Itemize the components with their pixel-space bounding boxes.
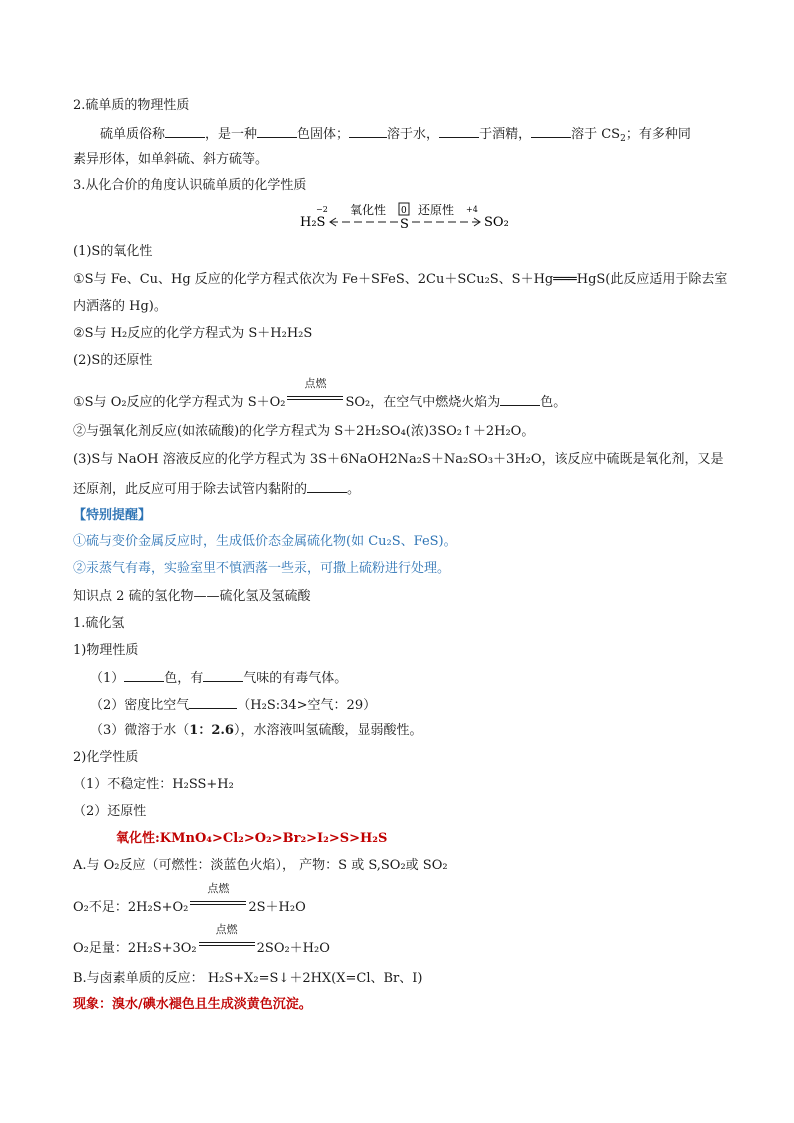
text: （3）微溶于水（: [90, 723, 190, 738]
blank: [189, 695, 237, 709]
text: 硫单质俗称: [100, 127, 166, 142]
text: ；有多种同: [625, 127, 691, 142]
s-h2so4-reaction: ②与强氧化剂反应(如浓硫酸)的化学方程式为 S＋2H₂SO₄(浓)3SO₂↑＋2H₂O。: [73, 424, 535, 439]
s-metal-reactions: ①S与 Fe、Cu、Hg 反应的化学方程式依次为 Fe＋SFeS、2Cu＋SCu₂S、S＋Hg═══HgS(此反应适用于除去室: [73, 272, 728, 287]
text: 还原剂，此反应可用于除去试管内黏附的: [73, 482, 308, 497]
oxidation-label: 氧化性: [350, 203, 387, 217]
blank: [165, 124, 205, 138]
oxidizing-heading: (1)S的氧化性: [73, 244, 153, 259]
condition-label: 点燃: [207, 882, 230, 895]
text: O₂不足：2H₂S+O₂: [73, 900, 189, 915]
text: 色。: [540, 395, 567, 410]
text: 2S＋H₂O: [248, 900, 306, 915]
knowledge-point-2-heading: 知识点 2 硫的氢化物——硫化氢及氢硫酸: [73, 589, 311, 604]
blank: [531, 124, 571, 138]
blank: [439, 124, 479, 138]
blank: [257, 124, 297, 138]
blank: [124, 668, 164, 682]
text: 溶于 CS: [571, 127, 621, 142]
physical-properties-line: 硫单质俗称 ，是一种 色固体； 溶于水， 于酒精， 溶于 $CS_2$；有多种同: [100, 124, 691, 144]
reducing-heading: (2)S的还原性: [73, 353, 153, 368]
s-label: S: [400, 217, 409, 232]
valence-arrow-figure: [280, 200, 520, 236]
ratio: 1：2.6: [189, 723, 234, 738]
valence-diagram: [0, 200, 794, 240]
ignition-arrow: [285, 377, 345, 406]
o2-insufficient: [73, 882, 306, 917]
h2s-color-odor: [90, 668, 347, 688]
h2s-heading: 1.硫化氢: [73, 616, 125, 631]
text: O₂足量：2H₂S+3O₂: [73, 941, 197, 956]
condition-label: 点燃: [215, 923, 238, 936]
allotropes-line: 素异形体，如单斜硫、斜方硫等。: [73, 152, 269, 167]
text: ①S与 O₂反应的化学方程式为 S＋O₂: [73, 395, 286, 410]
s-naoh-use: [73, 479, 360, 499]
reduction-label: 还原性: [418, 203, 455, 217]
ignition-arrow: [188, 882, 248, 911]
text: 。: [347, 482, 361, 497]
text: （H₂S:34>空气：29）: [237, 698, 377, 713]
phenomenon-note: 现象：溴水/碘水褪色且生成淡黄色沉淀。: [73, 997, 312, 1012]
s-o2-reaction: [73, 377, 567, 412]
ignition-arrow: [197, 923, 257, 952]
h2s-physical-heading: 1)物理性质: [73, 643, 139, 658]
h2s-valence: −2: [316, 205, 328, 214]
blank: [307, 479, 347, 493]
text: 于酒精，: [479, 127, 532, 142]
condition-label: 点燃: [304, 377, 327, 390]
text: （1）: [90, 671, 125, 686]
h2s-instability: （1）不稳定性：H₂SS+H₂: [73, 777, 234, 792]
h2s-label: H₂S: [300, 215, 326, 230]
section-heading-chemical-properties: 3.从化合价的角度认识硫单质的化学性质: [73, 178, 307, 193]
special-reminder-heading: 【特别提醒】: [73, 508, 152, 523]
blank: [203, 668, 243, 682]
text: （2）密度比空气: [90, 698, 190, 713]
text: SO₂，在空气中燃烧火焰为: [345, 395, 501, 410]
text: 气味的有毒气体。: [243, 671, 348, 686]
so2-valence: +4: [466, 205, 478, 214]
o2-sufficient: [73, 923, 330, 958]
oxidizing-order: 氧化性:KMnO₄>Cl₂>O₂>Br₂>I₂>S>H₂S: [116, 831, 388, 846]
reminder-2: ②汞蒸气有毒，实验室里不慎洒落一些汞，可撒上硫粉进行处理。: [73, 561, 451, 576]
text: 色，有: [164, 671, 204, 686]
text: ，是一种: [205, 127, 258, 142]
s-valence: 0: [401, 206, 407, 216]
text: 溶于水，: [387, 127, 440, 142]
blank: [349, 124, 387, 138]
blank: [500, 392, 540, 406]
s-naoh-reaction: (3)S与 NaOH 溶液反应的化学方程式为 3S＋6NaOH2Na₂S＋Na₂SO₃＋3H₂O，该反应中硫既是氧化剂，又是: [73, 452, 724, 467]
text: 2SO₂＋H₂O: [256, 941, 330, 956]
so2-label: SO₂: [484, 215, 509, 230]
hg-note: 内洒落的 Hg)。: [73, 299, 167, 314]
h2s-chemical-heading: 2)化学性质: [73, 750, 139, 765]
h2s-o2-reaction: A.与 O₂反应（可燃性：淡蓝色火焰）， 产物：S 或 S,SO₂或 SO₂: [73, 858, 448, 873]
text: ），水溶液叫氢硫酸，显弱酸性。: [233, 723, 423, 738]
h2s-density: [90, 695, 376, 715]
text: 色固体；: [297, 127, 350, 142]
h2s-solubility: [90, 722, 422, 740]
s-h2-reaction: ②S与 H₂反应的化学方程式为 S＋H₂H₂S: [73, 326, 313, 341]
h2s-halogen-reaction: B.与卤素单质的反应： H₂S+X₂=S↓＋2HX(X=Cl、Br、I): [73, 971, 423, 986]
reminder-1: ①硫与变价金属反应时，生成低价态金属硫化物(如 Cu₂S、FeS)。: [73, 534, 457, 549]
h2s-reducing: （2）还原性: [73, 804, 147, 819]
section-heading-physical-properties: 2.硫单质的物理性质: [73, 98, 190, 113]
